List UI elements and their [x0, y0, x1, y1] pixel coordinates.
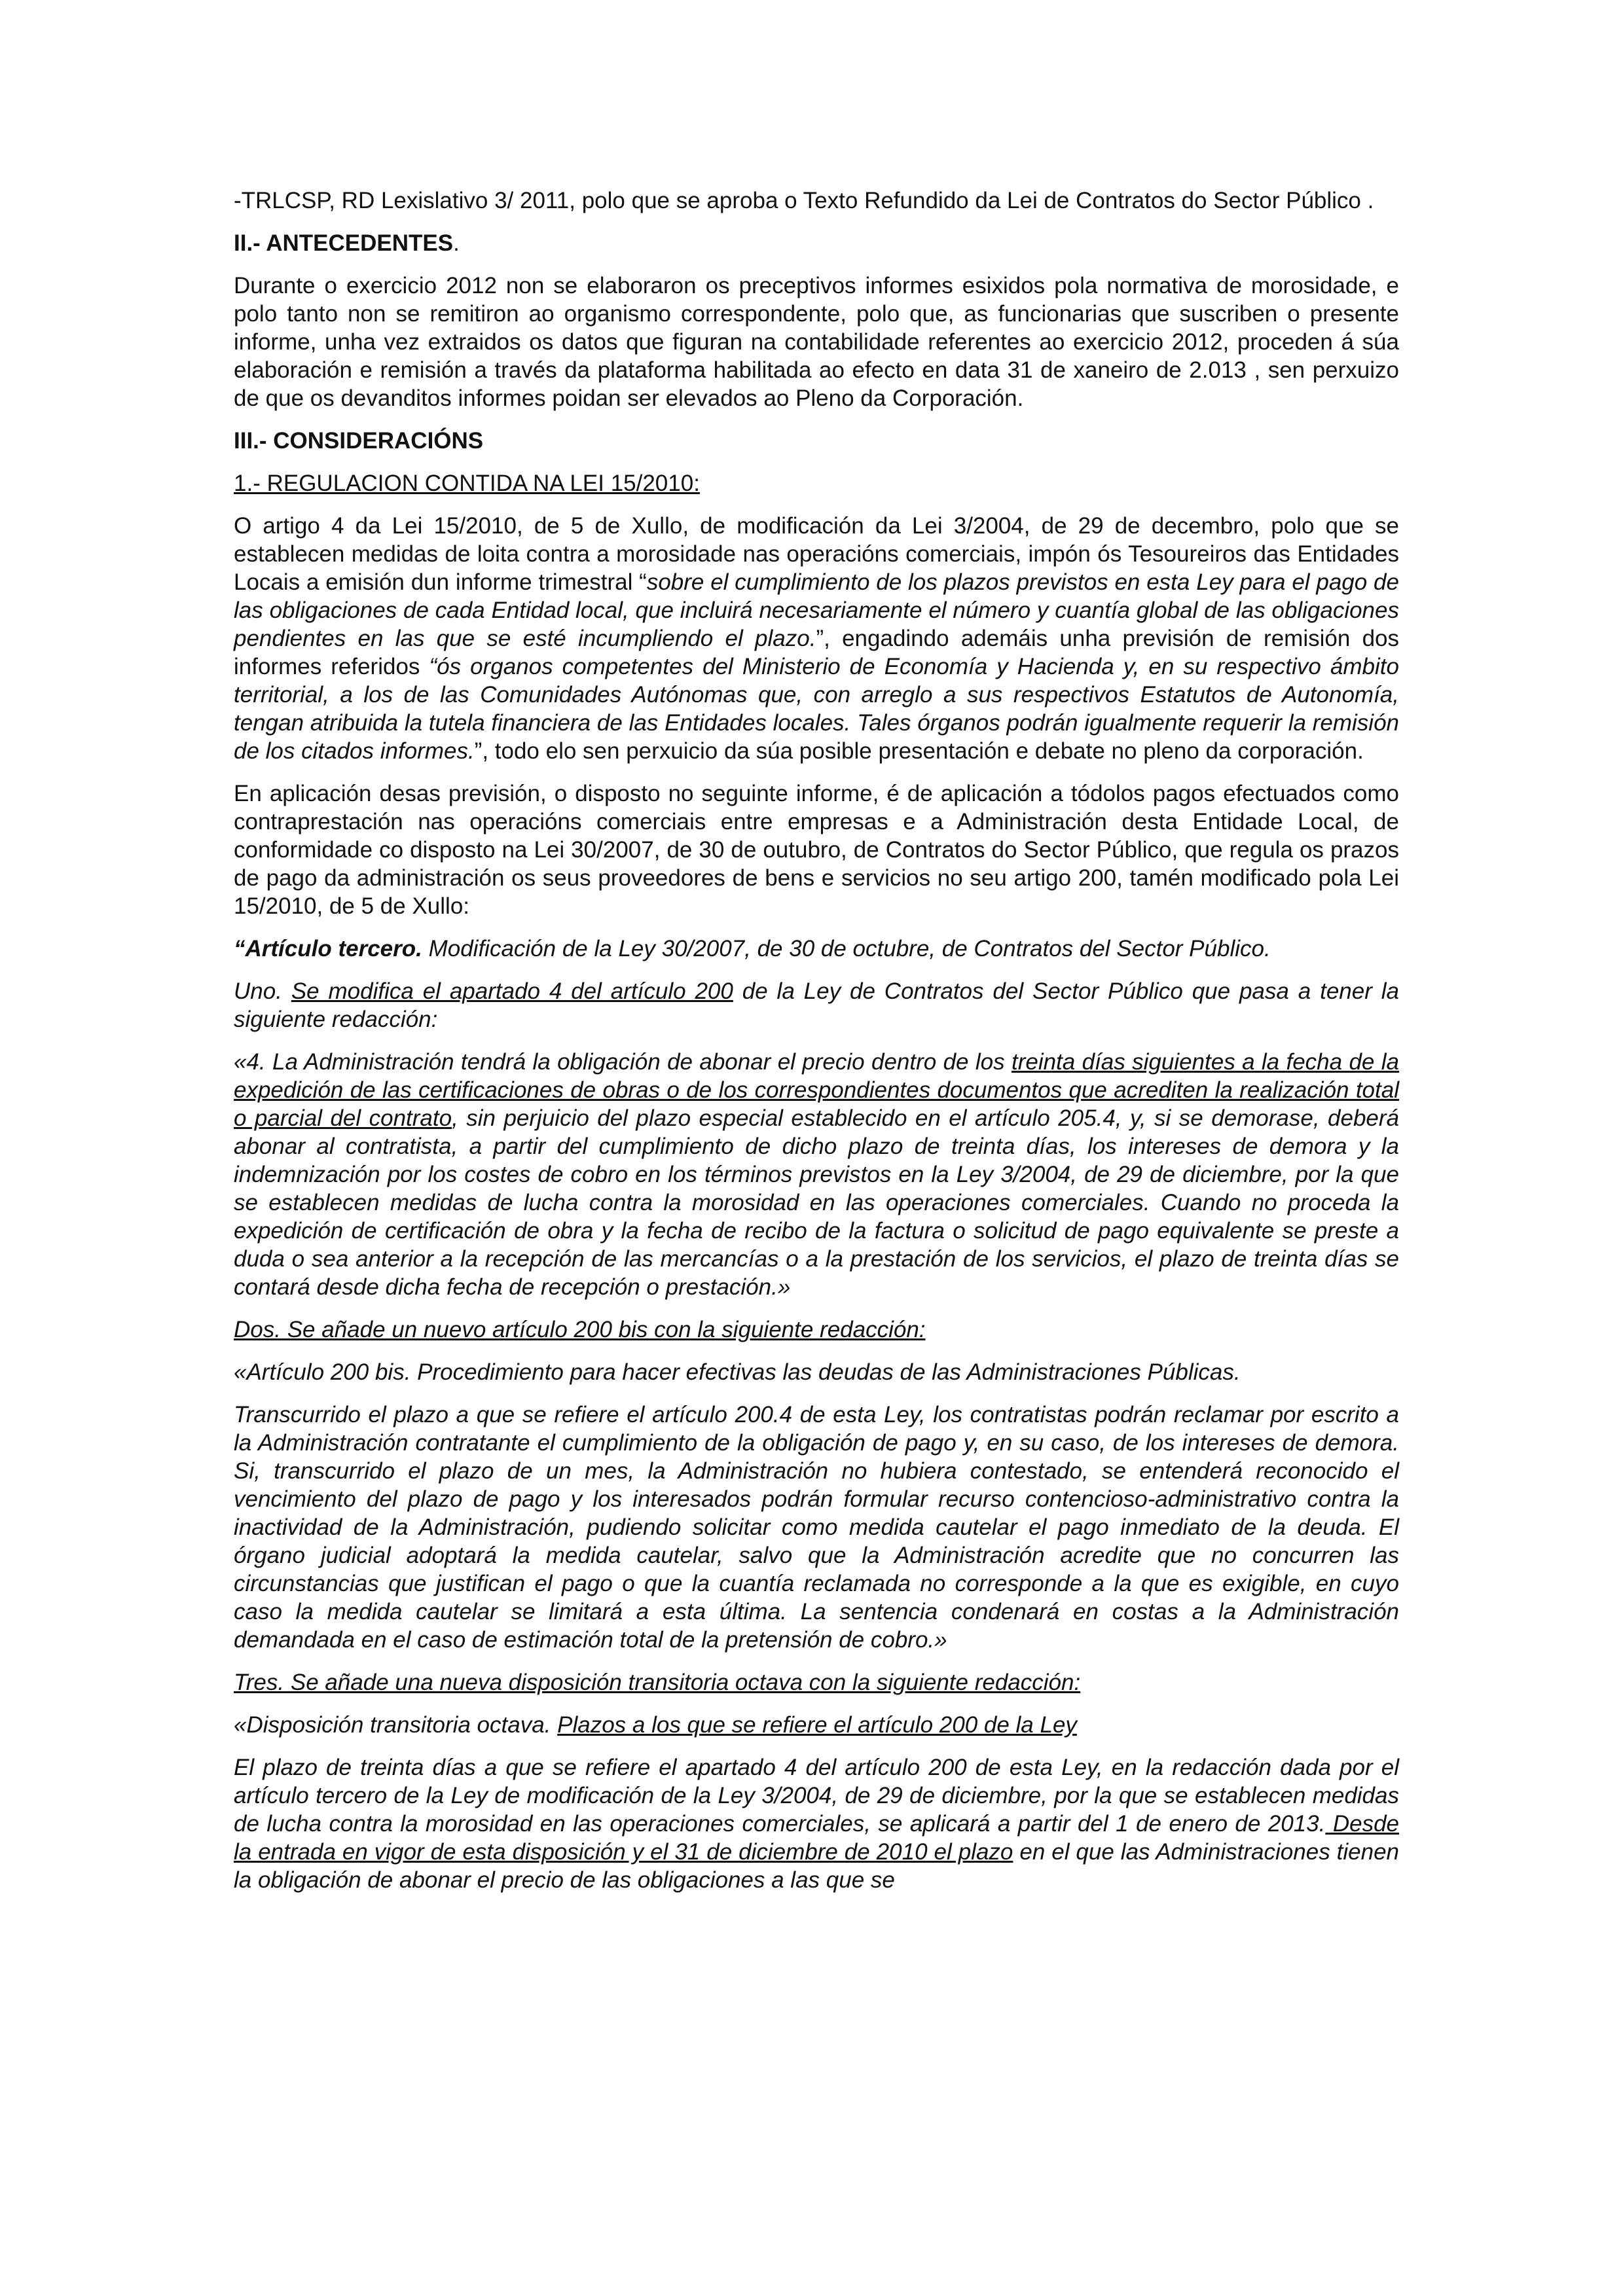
articulo-200-bis-text: «Artículo 200 bis. Procedimiento para hacer efectivas las deudas de las Administraciones Públicas. [234, 1359, 1241, 1385]
plazo-text-underlined: Desde la entrada en vigor de esta disposición y el 31 de diciembre de 2010 el plazo [234, 1811, 1399, 1865]
artigo4-quote-2: “ós organos competentes del Ministerio de Economía y Hacienda y, en su respectivo ámbito territorial, a los de las Comunidades Autónomas que, con arreglo a sus respectivos Estatutos de Autonomía, tengan atribuida la tutela financiera de las Entidades locales. Tales órganos podrán igualmente requerir la remisión de los citados informes. [234, 654, 1399, 764]
uno-text-c: de la Ley de Contratos del Sector Público que pasa a tener la siguiente redacción: [234, 978, 1399, 1032]
articulo-tercero-paragraph [234, 935, 1399, 963]
artigo4-text-a: O artigo 4 da Lei 15/2010, de 5 de Xullo, de modificación da Lei 3/2004, de 29 de decembro, polo que se establecen medidas de loita contra a morosidade nas operacións comerciais, impón ós Tesoureiros das Entidades Locais a emisión dun informe trimestral “ [234, 513, 1399, 595]
antecedentes-heading-dot: . [453, 230, 460, 256]
uno-text-a: Uno. [234, 978, 291, 1004]
plazo-text-a: El plazo de treinta días a que se refiere el apartado 4 del artículo 200 de esta Ley, en la redacción dada por el artículo tercero de la Ley de modificación de la Ley 3/2004, de 29 de diciembre, por la que se establecen medidas de lucha contra la morosidad en las operaciones comerciales, se aplicará a partir del 1 de enero de 2013. [234, 1755, 1399, 1837]
articulo-200-bis-paragraph [234, 1358, 1399, 1386]
uno-text-underlined: Se modifica el apartado 4 del artículo 200 [291, 978, 733, 1004]
apartado4-text-c: , sin perjuicio del plazo especial establecido en el artículo 205.4, y, si se demorase, deberá abonar al contratista, a partir del cumplimiento de dicho plazo de treinta días, los intereses de demora y la indemnización por los costes de cobro en los términos previstos en la Ley 3/2004, de 29 de diciembre, por la que se establecen medidas de lucha contra la morosidad en las operaciones comerciales. Cuando no proceda la expedición de certificación de obra y la fecha de recibo de la factura o solicitud de pago equivalente se preste a duda o sea anterior a la recepción de las mercancías o a la prestación de los servicios, el plazo de treinta días se contará desde dicha fecha de recepción o prestación.» [234, 1105, 1399, 1300]
dos-text: Dos. Se añade un nuevo artículo 200 bis con la siguiente redacción: [234, 1317, 926, 1342]
transcurrido-paragraph [234, 1401, 1399, 1654]
artigo4-text-e: ”, todo elo sen perxuicio da súa posible presentación e debate no pleno da corporación. [474, 738, 1364, 764]
tres-text: Tres. Se añade una nueva disposición transitoria octava con la siguiente redacción: [234, 1670, 1081, 1695]
apartado4-text-underlined: treinta días siguientes a la fecha de la expedición de las certificaciones de obras o de los correspondientes documentos que acrediten la realización total o parcial del contrato [234, 1049, 1399, 1131]
aplicacion-text: En aplicación desas previsión, o disposto no seguinte informe, é de aplicación a tódolos pagos efectuados como contraprestación nas operacións comerciais entre empresas e a Administración desta Entidade Local, de conformidade co disposto na Lei 30/2007, de 30 de outubro, de Contratos do Sector Público, que regula os prazos de pago da administración os seus proveedores de bens e servicios no seu artigo 200, tamén modificado pola Lei 15/2010, de 5 de Xullo: [234, 781, 1399, 919]
apartado4-text-a: «4. La Administración tendrá la obligación de abonar el precio dentro de los [234, 1049, 1012, 1075]
consideracions-heading-text: III.- CONSIDERACIÓNS [234, 428, 484, 454]
artigo4-paragraph [234, 512, 1399, 765]
antecedentes-body: Durante o exercicio 2012 non se elaboraron os preceptivos informes esixidos pola normativa de morosidade, e polo tanto non se remitiron ao organismo correspondente, polo que, as funcionarias que suscriben o presente informe, unha vez extraidos os datos que figuran na contabilidade referentes ao exercicio 2012, proceden á súa elaboración e remisión a través da plataforma habilitada ao efecto en data 31 de xaneiro de 2.013 , sen perxuizo de que os devanditos informes poidan ser elevados ao Pleno da Corporación. [234, 273, 1399, 411]
regulacion-subheading-text: 1.- REGULACION CONTIDA NA LEI 15/2010: [234, 471, 700, 496]
regulacion-subheading [234, 469, 1399, 497]
articulo-tercero-rest: Modificación de la Ley 30/2007, de 30 de octubre, de Contratos del Sector Público. [422, 936, 1271, 961]
artigo4-quote-1: sobre el cumplimiento de los plazos previstos en esta Ley para el pago de las obligaciones de cada Entidad local, que incluirá necesariamente el número y cuantía global de las obligaciones pendientes en las que se esté incumpliendo el plazo. [234, 569, 1399, 651]
apartado4-paragraph [234, 1048, 1399, 1301]
plazo-text-c: en el que las Administraciones tienen la obligación de abonar el precio de las obligaciones a las que se [234, 1839, 1400, 1893]
disposicion-text-a: «Disposición transitoria octava. [234, 1712, 558, 1738]
intro-text: -TRLCSP, RD Lexislativo 3/ 2011, polo que se aproba o Texto Refundido da Lei de Contratos do Sector Público . [234, 188, 1374, 213]
articulo-tercero-title: “Artículo tercero. [234, 936, 422, 961]
disposicion-text-underlined: Plazos a los que se refiere el artículo 200 de la Ley [557, 1712, 1077, 1738]
antecedentes-paragraph [234, 272, 1399, 412]
tres-paragraph [234, 1668, 1399, 1696]
consideracions-heading [234, 427, 1399, 455]
document-page [234, 187, 1399, 1909]
antecedentes-heading-text: II.- ANTECEDENTES [234, 230, 454, 256]
disposicion-paragraph [234, 1711, 1399, 1739]
antecedentes-heading [234, 229, 1399, 257]
transcurrido-text: Transcurrido el plazo a que se refiere el artículo 200.4 de esta Ley, los contratistas podrán reclamar por escrito a la Administración contratante el cumplimiento de la obligación de pago y, en su caso, de los intereses de demora. Si, transcurrido el plazo de un mes, la Administración no hubiera contestado, se entenderá reconocido el vencimiento del plazo de pago y los interesados podrán formular recurso contencioso-administrativo contra la inactividad de la Administración, pudiendo solicitar como medida cautelar el pago inmediato de la deuda. El órgano judicial adoptará la medida cautelar, salvo que la Administración acredite que no concurren las circunstancias que justifican el pago o que la cuantía reclamada no corresponde a la que es exigible, en cuyo caso la medida cautelar se limitará a esta última. La sentencia condenará en costas a la Administración demandada en el caso de estimación total de la pretensión de cobro.» [234, 1402, 1399, 1653]
uno-paragraph [234, 977, 1399, 1033]
artigo4-text-c: ”, engadindo ademáis unha previsión de remisión dos informes referidos [234, 626, 1399, 679]
intro-paragraph [234, 187, 1399, 215]
plazo-paragraph [234, 1753, 1399, 1894]
aplicacion-paragraph [234, 780, 1399, 920]
dos-paragraph [234, 1316, 1399, 1344]
